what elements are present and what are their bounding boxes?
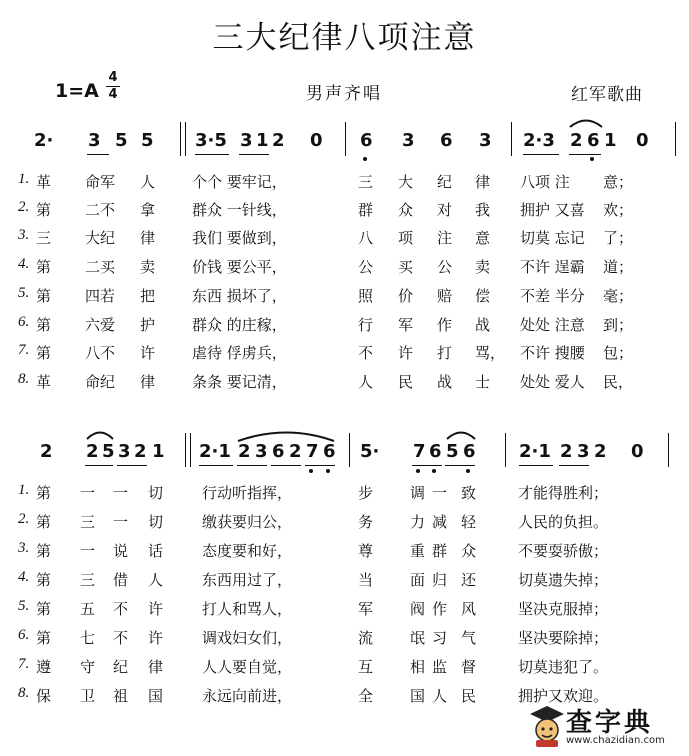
note: 2 (40, 441, 53, 462)
eighth-underline (199, 465, 233, 466)
slur (445, 428, 477, 440)
note: 1 (256, 130, 269, 151)
time-signature-top: 4 (108, 70, 118, 85)
verse-line: 2. 第 二不 拿 群众 一针线， 群 众 对 我 拥护 又喜 欢； (18, 199, 634, 219)
mascot-logo-icon (528, 704, 566, 748)
note: 2 (560, 441, 573, 462)
note: 5 (102, 441, 115, 462)
time-signature (106, 71, 120, 102)
octave-dot (590, 157, 594, 161)
octave-dot (309, 469, 313, 473)
barline (185, 122, 186, 156)
eighth-underline (87, 154, 109, 155)
eighth-underline (195, 154, 229, 155)
note: 7 (413, 441, 426, 462)
note: 0 (631, 441, 644, 462)
note: 2 (594, 441, 607, 462)
watermark-url: www.chazidian.com (566, 735, 665, 746)
eighth-underline (412, 465, 442, 466)
note: 5 (446, 441, 459, 462)
eighth-underline (569, 154, 601, 155)
note: 3·5 (195, 130, 227, 151)
note: 5 (115, 130, 128, 151)
barline (505, 433, 506, 467)
eighth-underline (445, 465, 475, 466)
note: 2 (86, 441, 99, 462)
performance-note: 男声齐唱 (306, 84, 382, 104)
verse-line: 1. 革 命军 人 个个 要牢记， 三 大 纪 律 八项 注 意； (18, 171, 634, 191)
note: 6 (272, 441, 285, 462)
song-source: 红军歌曲 (571, 85, 643, 105)
eighth-underline (305, 465, 335, 466)
note: 3 (118, 441, 131, 462)
note: 6 (360, 130, 373, 151)
note: 1 (604, 130, 617, 151)
verse-line: 7. 第 八不 许 虐待 俘虏兵， 不 许 打 骂， 不许 搜腰 包； (18, 342, 634, 362)
verse-line: 4. 第 三 借 人 东西用过了， 当 面 归 还 切莫遗失掉； (18, 569, 609, 589)
note: 3 (88, 130, 101, 151)
eighth-underline (85, 465, 113, 466)
verse-line: 3. 三 大纪 律 我们 要做到， 八 项 注 意 切莫 忘记 了； (18, 227, 634, 247)
barline (675, 122, 676, 156)
octave-dot (416, 469, 420, 473)
note: 1 (152, 441, 165, 462)
octave-dot (466, 469, 470, 473)
note: 6 (429, 441, 442, 462)
verse-line: 1. 第 一 一 切 行动听指挥， 步 调 一 致 才能得胜利； (18, 482, 609, 502)
verse-line: 3. 第 一 说 话 态度要和好， 尊 重 群 众 不要耍骄傲； (18, 540, 609, 560)
note: 2 (272, 130, 285, 151)
verse-line: 2. 第 三 一 切 缴获要归公， 务 力 减 轻 人民的负担。 (18, 511, 609, 531)
slur (568, 116, 604, 128)
barline (511, 122, 512, 156)
octave-dot (432, 469, 436, 473)
octave-dot (363, 157, 367, 161)
note: 3 (255, 441, 268, 462)
verse-line: 5. 第 四若 把 东西 损坏了， 照 价 赔 偿 不差 半分 毫； (18, 285, 634, 305)
time-signature-bottom: 4 (108, 87, 118, 102)
note: 2 (570, 130, 583, 151)
note: 6 (463, 441, 476, 462)
verse-line: 8. 保 卫 祖 国 永远向前进， 全 国 人 民 拥护又欢迎。 (18, 685, 609, 705)
note: 2 (289, 441, 302, 462)
note: 5· (360, 441, 380, 462)
note: 6 (440, 130, 453, 151)
note: 2·1 (199, 441, 231, 462)
note: 3 (402, 130, 415, 151)
verse-line: 4. 第 二买 卖 价钱 要公平， 公 买 公 卖 不许 逞霸 道； (18, 256, 634, 276)
note: 2·3 (523, 130, 555, 151)
note: 0 (310, 130, 323, 151)
barline (349, 433, 350, 467)
note: 6 (587, 130, 600, 151)
barline (668, 433, 669, 467)
note: 3 (240, 130, 253, 151)
verse-line: 6. 第 六爱 护 群众 的庄稼， 行 军 作 战 处处 注意 到； (18, 314, 634, 334)
note: 0 (636, 130, 649, 151)
eighth-underline (559, 465, 589, 466)
note: 2· (34, 130, 54, 151)
barline (185, 433, 186, 467)
barline (180, 122, 181, 156)
note: 2 (134, 441, 147, 462)
verse-line: 7. 遵 守 纪 律 人人要自觉， 互 相 监 督 切莫违犯了。 (18, 656, 609, 676)
verse-line: 6. 第 七 不 许 调戏妇女们， 流 氓 习 气 坚决要除掉； (18, 627, 609, 647)
song-title: 三大纪律八项注意 (212, 20, 477, 56)
eighth-underline (117, 465, 147, 466)
slur (236, 428, 336, 442)
barline (190, 433, 191, 467)
slur (85, 428, 115, 440)
note: 2·1 (519, 441, 551, 462)
note: 7 (306, 441, 319, 462)
verse-line: 8. 革 命纪 律 条条 要记清， 人 民 战 士 处处 爱人 民， (18, 371, 634, 391)
eighth-underline (519, 465, 553, 466)
key-signature: 1=A (55, 80, 99, 102)
eighth-underline (237, 465, 267, 466)
eighth-underline (271, 465, 301, 466)
watermark-name: 查字典 (566, 708, 654, 738)
note: 5 (141, 130, 154, 151)
barline (345, 122, 346, 156)
eighth-underline (523, 154, 559, 155)
note: 6 (323, 441, 336, 462)
octave-dot (326, 469, 330, 473)
note: 2 (238, 441, 251, 462)
eighth-underline (239, 154, 269, 155)
note: 3 (577, 441, 590, 462)
verse-line: 5. 第 五 不 许 打人和骂人， 军 阀 作 风 坚决克服掉； (18, 598, 609, 618)
note: 3 (479, 130, 492, 151)
